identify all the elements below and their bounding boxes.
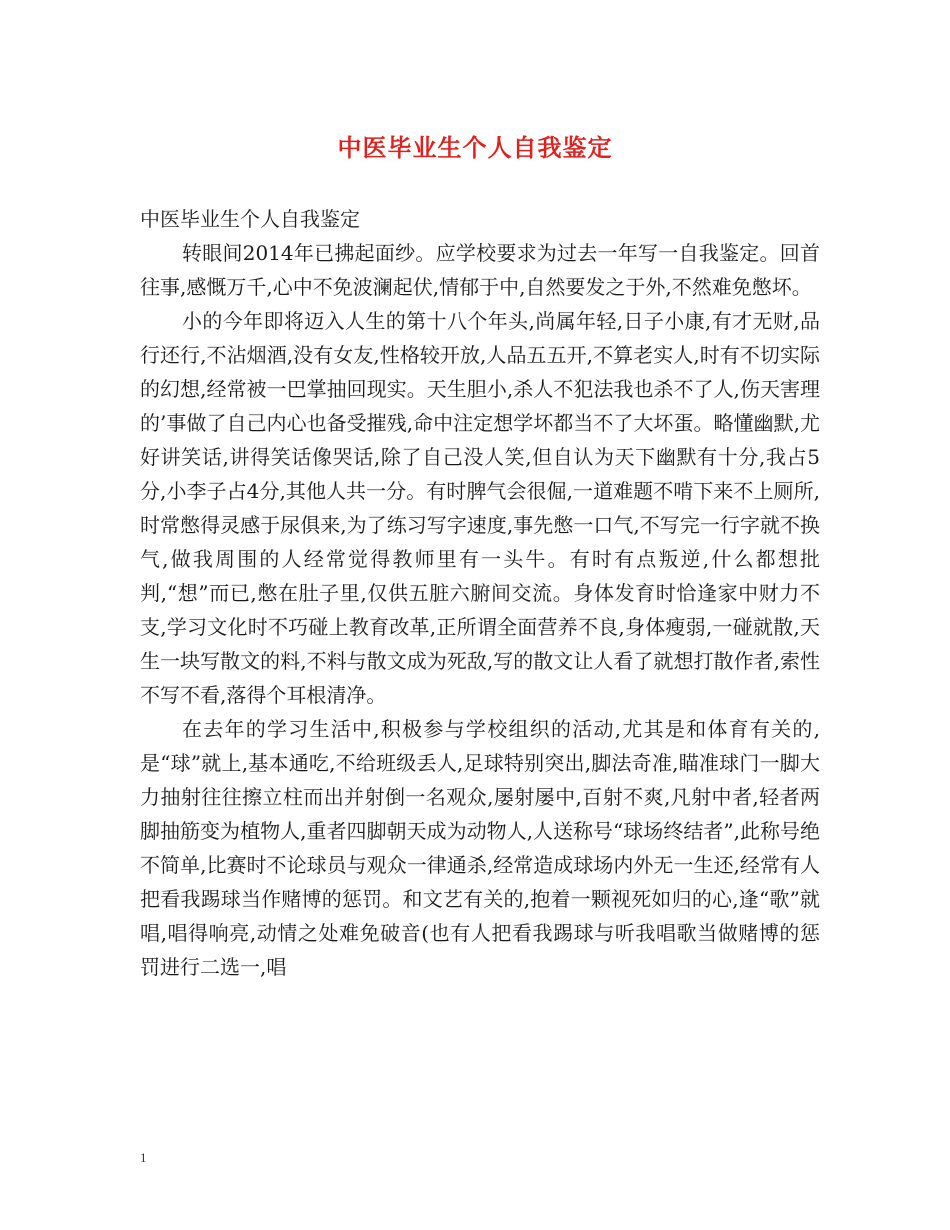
paragraph-intro: 转眼间2014年已拂起面纱。应学校要求为过去一年写一自我鉴定。回首往事,感慨万千,心中不免波澜起伏,情郁于中,自然要发之于外,不然难免憋坏。 — [140, 241, 820, 299]
page-number: 1 — [140, 1150, 147, 1165]
document-body — [140, 202, 820, 984]
paragraph-self-description: 小的今年即将迈入人生的第十八个年头,尚属年轻,日子小康,有才无财,品行还行,不沾烟酒,没有女友,性格较开放,人品五五开,不算老实人,时有不切实际的幻想,经常被一巴掌抽回现实。天生胆小,杀人不犯法我也杀不了人,伤天害理的’事做了自己内心也备受摧残,命中注定想学坏都当不了大坏蛋。略懂幽默,尤好讲笑话,讲得笑话像哭话,除了自己没人笑,但自认为天下幽默有十分,我占5分,小李子占4分,其他人共一分。有时脾气会很倔,一道难题不啃下来不上厕所,时常憋得灵感于尿俱来,为了练习写字速度,事先憋一口气,不写完一行字就不换气,做我周围的人经常觉得教师里有一头牛。有时有点叛逆,什么都想批判,“想”而已,憋在肚子里,仅供五脏六腑间交流。身体发育时恰逢家中财力不支,学习文化时不巧碰上教育改革,正所谓全面营养不良,身体瘦弱,一碰就散,天生一块写散文的料,不料与散文成为死敌,写的散文让人看了就想打散作者,索性不写不看,落得个耳根清净。 — [140, 309, 820, 707]
document-title: 中医毕业生个人自我鉴定 — [337, 133, 613, 162]
paragraph-activities: 在去年的学习生活中,积极参与学校组织的活动,尤其是和体育有关的,是“球”就上,基本通吃,不给班级丢人,足球特别突出,脚法奇准,瞄准球门一脚大力抽射往往擦立柱而出并射倒一名观众,屡射屡中,百射不爽,凡射中者,轻者两脚抽筋变为植物人,重者四脚朝天成为动物人,人送称号“球场终结者”,此称号绝不简单,比赛时不论球员与观众一律通杀,经常造成球场内外无一生还,经常有人把看我踢球当作赌博的惩罚。和文艺有关的,抱着一颗视死如归的心,逢“歌”就唱,唱得响亮,动情之处难免破音(也有人把看我踢球与听我唱歌当做赌博的惩罚进行二选一,唱 — [140, 717, 820, 979]
document-subtitle: 中医毕业生个人自我鉴定 — [140, 207, 360, 231]
